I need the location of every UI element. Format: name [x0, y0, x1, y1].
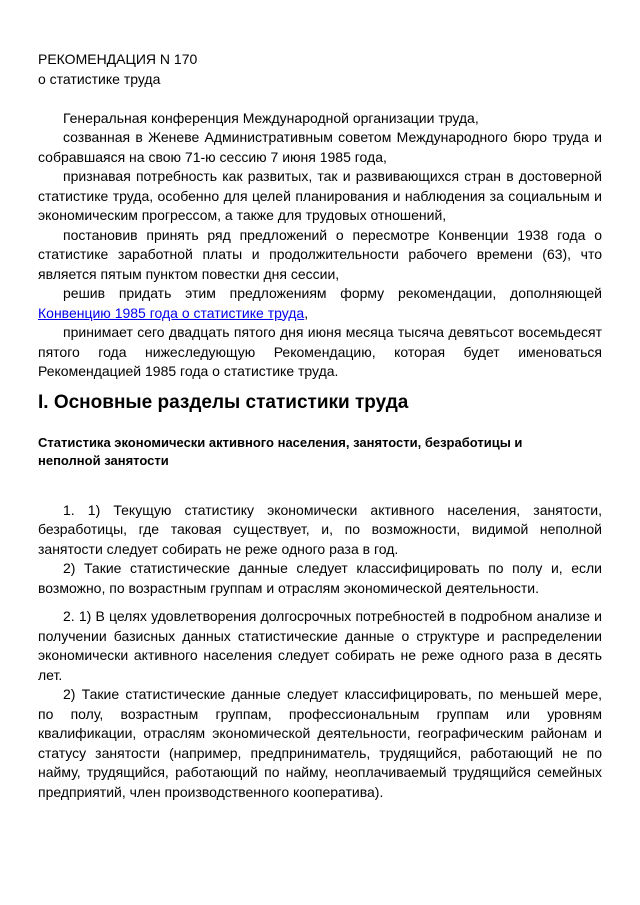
preamble-paragraph-3: признавая потребность как развитых, так и развивающихся стран в достоверной статистике труда, особенно для целей планирования и наблюдения за социальным и экономическим прогрессом, а также для трудовых отношений, — [38, 168, 602, 223]
preamble-paragraph-4: постановив принять ряд предложений о пересмотре Конвенции 1938 года о статистике заработной платы и продолжительности рабочего времени (63), что является пятым пунктом повестки дня сессии, — [38, 226, 602, 282]
preamble-paragraph-with-link — [38, 284, 602, 323]
title-line-1: РЕКОМЕНДАЦИЯ N 170 — [38, 51, 198, 67]
section-heading: I. Основные разделы статистики труда — [38, 391, 409, 413]
link-paragraph-text-after: , — [304, 304, 309, 321]
section-paragraph-1-1: 1. 1) Текущую статистику экономически активного населения, занятости, безработицы, где таковая существует, и, по возможности, видимой неполной занятости следует собирать не реже одного раза в год. — [38, 501, 602, 557]
link-paragraph-text-before: решив придать этим предложениям форму рекомендации, дополняющей — [63, 285, 602, 301]
section-subheading: Статистика экономически активного населения, занятости, безработицы и неполной занятости — [38, 434, 523, 468]
document-title — [38, 50, 602, 89]
section-paragraph-2-1: 2. 1) В целях удовлетворения долгосрочных потребностей в подробном анализе и получении базисных данных статистические данные о структуре и распределении экономически активного населения следует собирать не реже одного раза в десять лет. — [38, 608, 602, 683]
preamble-paragraph-1: Генеральная конференция Международной организации труда, — [63, 109, 479, 126]
title-line-2: о статистике труда — [38, 70, 161, 87]
preamble-paragraph-5: принимает сего двадцать пятого дня июня месяца тысяча девятьсот восемьдесят пятого года нижеследующую Рекомендацию, которая будет именоваться Рекомендацией 1985 года о статистике труда. — [38, 324, 602, 379]
convention-1985-link[interactable]: Конвенцию 1985 года о статистике труда — [38, 304, 305, 321]
section-paragraph-1-2: 2) Такие статистические данные следует классифицировать по полу и, если возможно, по возрастным группам и отраслям экономической деятельности. — [38, 560, 602, 596]
section-paragraph-2-2: 2) Такие статистические данные следует классифицировать, по меньшей мере, по полу, возрастным группам, профессиональным группам или уровням квалификации, отраслям экономической деятельности, географическим районам и статусу занятости (например, предприниматель, трудящийся, работающий не по найму, трудящийся, работающий по найму, неоплачиваемый трудящийся семейных предприятий, член производственного кооператива). — [38, 686, 602, 800]
preamble-paragraph-2: созванная в Женеве Административным советом Международного бюро труда и собравшаяся на свою 71-ю сессию 7 июня 1985 года, — [38, 129, 602, 165]
